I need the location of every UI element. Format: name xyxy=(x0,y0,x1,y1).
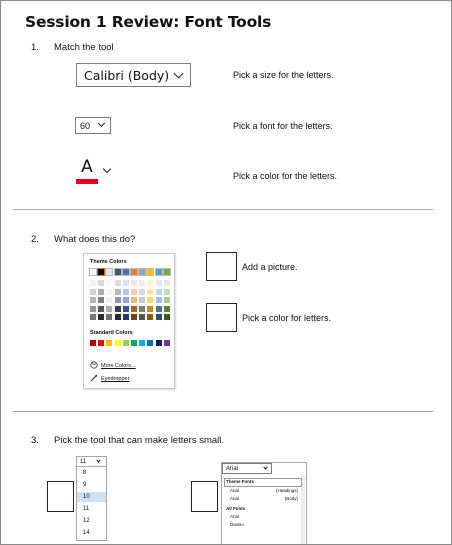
theme-color-swatch xyxy=(131,269,137,275)
q1-description-3: Pick a color for the letters. xyxy=(233,171,338,181)
q1-text: Match the tool xyxy=(54,42,114,53)
eyedropper-icon xyxy=(90,374,98,384)
all-fonts-label: All Fonts xyxy=(226,506,246,511)
standard-color-swatch xyxy=(147,340,153,346)
theme-font-name: Arial xyxy=(230,488,240,493)
theme-color-shade xyxy=(123,280,129,286)
theme-color-shade xyxy=(139,297,145,303)
q3-number: 3. xyxy=(31,435,39,446)
standard-color-swatch xyxy=(115,340,121,346)
standard-color-swatch xyxy=(98,340,104,346)
answer-checkbox xyxy=(191,481,218,512)
font-color-bar xyxy=(76,179,98,184)
section-divider xyxy=(13,209,433,210)
font-size-dropdown xyxy=(75,117,111,134)
chevron-down-icon xyxy=(174,69,184,79)
standard-color-swatch xyxy=(156,340,162,346)
theme-color-shade xyxy=(131,297,137,303)
standard-color-swatch xyxy=(131,340,137,346)
theme-color-shade xyxy=(147,306,153,312)
font-size-item: 9 xyxy=(83,482,87,488)
theme-color-shade xyxy=(123,297,129,303)
font-name-value: Calibri (Body) xyxy=(84,67,170,83)
theme-color-swatch xyxy=(90,269,96,275)
theme-color-shade xyxy=(156,280,162,286)
more-colors-item xyxy=(90,361,136,371)
section-divider xyxy=(13,411,433,412)
theme-color-swatch xyxy=(98,269,104,275)
font-size-item: 8 xyxy=(83,470,87,476)
q1-number: 1. xyxy=(31,42,39,53)
theme-color-shade xyxy=(98,297,104,303)
theme-color-shade xyxy=(90,297,96,303)
standard-color-swatch xyxy=(90,340,96,346)
theme-color-shade xyxy=(106,280,112,286)
chevron-down-icon xyxy=(96,458,100,462)
font-color-letter: A xyxy=(81,157,93,177)
theme-font-role: (Body) xyxy=(284,496,298,501)
q1-description-2: Pick a font for the letters. xyxy=(233,121,333,131)
theme-color-shade xyxy=(90,280,96,286)
q3-text: Pick the tool that can make letters small. xyxy=(54,435,225,446)
theme-color-shade xyxy=(131,306,137,312)
theme-color-shade xyxy=(139,280,145,286)
q2-option-2: Pick a color for letters. xyxy=(242,313,332,323)
theme-color-shade xyxy=(106,289,112,295)
eyedropper-label: Eyedropper xyxy=(101,376,130,382)
theme-color-shade xyxy=(164,297,170,303)
q2-text: What does this do? xyxy=(54,234,136,245)
chevron-down-icon xyxy=(98,120,105,127)
more-colors-label: More Colors... xyxy=(101,363,136,369)
palette-icon xyxy=(90,361,98,371)
theme-color-swatch xyxy=(156,269,162,275)
standard-color-swatch xyxy=(164,340,170,346)
font-name-list-header xyxy=(222,463,272,474)
standard-colors-label: Standard Colors xyxy=(90,330,133,336)
theme-color-swatch xyxy=(106,269,112,275)
theme-color-swatch xyxy=(147,269,153,275)
font-size-item: 11 xyxy=(83,506,90,512)
theme-color-shade xyxy=(164,306,170,312)
theme-color-shade xyxy=(147,280,153,286)
chevron-down-icon xyxy=(263,465,267,469)
theme-color-shade xyxy=(98,306,104,312)
theme-color-shade xyxy=(131,280,137,286)
font-size-value: 60 xyxy=(80,120,91,131)
font-size-list xyxy=(76,456,107,541)
page-title: Session 1 Review: Font Tools xyxy=(25,13,272,31)
theme-color-swatch xyxy=(123,269,129,275)
theme-color-shade xyxy=(115,289,121,295)
theme-fonts-label: Theme Fonts xyxy=(226,479,255,484)
font-size-item: 12 xyxy=(83,518,90,524)
theme-color-shade xyxy=(139,314,145,320)
theme-color-shade xyxy=(115,314,121,320)
theme-color-swatch xyxy=(115,269,121,275)
chevron-down-icon xyxy=(103,165,111,173)
all-font-item: Arial xyxy=(230,514,240,519)
theme-color-shade xyxy=(90,306,96,312)
answer-checkbox xyxy=(206,252,237,281)
theme-color-shade xyxy=(115,306,121,312)
theme-font-name: Arial xyxy=(230,496,240,501)
theme-color-shade xyxy=(90,289,96,295)
theme-color-shade xyxy=(156,289,162,295)
theme-color-shade xyxy=(98,289,104,295)
theme-color-shade xyxy=(90,314,96,320)
q2-option-1: Add a picture. xyxy=(242,262,298,272)
font-size-item: 10 xyxy=(77,492,106,502)
theme-color-shade xyxy=(164,280,170,286)
theme-color-shade xyxy=(131,314,137,320)
theme-color-shade xyxy=(147,314,153,320)
standard-color-swatch xyxy=(106,340,112,346)
font-size-list-current: 11 xyxy=(80,459,87,465)
theme-color-shade xyxy=(164,289,170,295)
theme-color-shade xyxy=(139,289,145,295)
theme-color-shade xyxy=(156,314,162,320)
theme-color-shade xyxy=(123,314,129,320)
theme-color-shade xyxy=(115,280,121,286)
theme-color-shade xyxy=(123,289,129,295)
font-name-dropdown xyxy=(76,63,191,87)
font-name-list-current: Arial xyxy=(226,466,239,472)
font-name-list xyxy=(221,462,307,545)
theme-color-shade xyxy=(98,280,104,286)
font-size-item: 14 xyxy=(83,530,90,536)
theme-color-shade xyxy=(147,297,153,303)
theme-color-shade xyxy=(98,314,104,320)
theme-color-swatch xyxy=(139,269,145,275)
theme-color-shade xyxy=(131,289,137,295)
theme-color-shade xyxy=(147,289,153,295)
theme-color-shade xyxy=(156,306,162,312)
q2-number: 2. xyxy=(31,234,39,245)
font-size-list-header xyxy=(77,457,106,467)
eyedropper-item xyxy=(90,374,129,384)
theme-color-shade xyxy=(139,306,145,312)
theme-color-shade xyxy=(156,297,162,303)
standard-color-swatch xyxy=(123,340,129,346)
all-font-item: Daviso xyxy=(230,522,244,527)
answer-checkbox xyxy=(47,481,74,512)
theme-color-shade xyxy=(106,314,112,320)
theme-colors-label: Theme Colors xyxy=(90,259,127,265)
theme-color-shade xyxy=(123,306,129,312)
q1-description-1: Pick a size for the letters. xyxy=(233,70,334,80)
theme-color-shade xyxy=(106,306,112,312)
theme-font-role: (Headings) xyxy=(275,488,298,493)
answer-checkbox xyxy=(206,303,237,332)
standard-color-swatch xyxy=(139,340,145,346)
theme-color-shade xyxy=(106,297,112,303)
color-palette-menu xyxy=(83,253,175,389)
theme-color-shade xyxy=(115,297,121,303)
theme-color-swatch xyxy=(164,269,170,275)
theme-color-shade xyxy=(164,314,170,320)
